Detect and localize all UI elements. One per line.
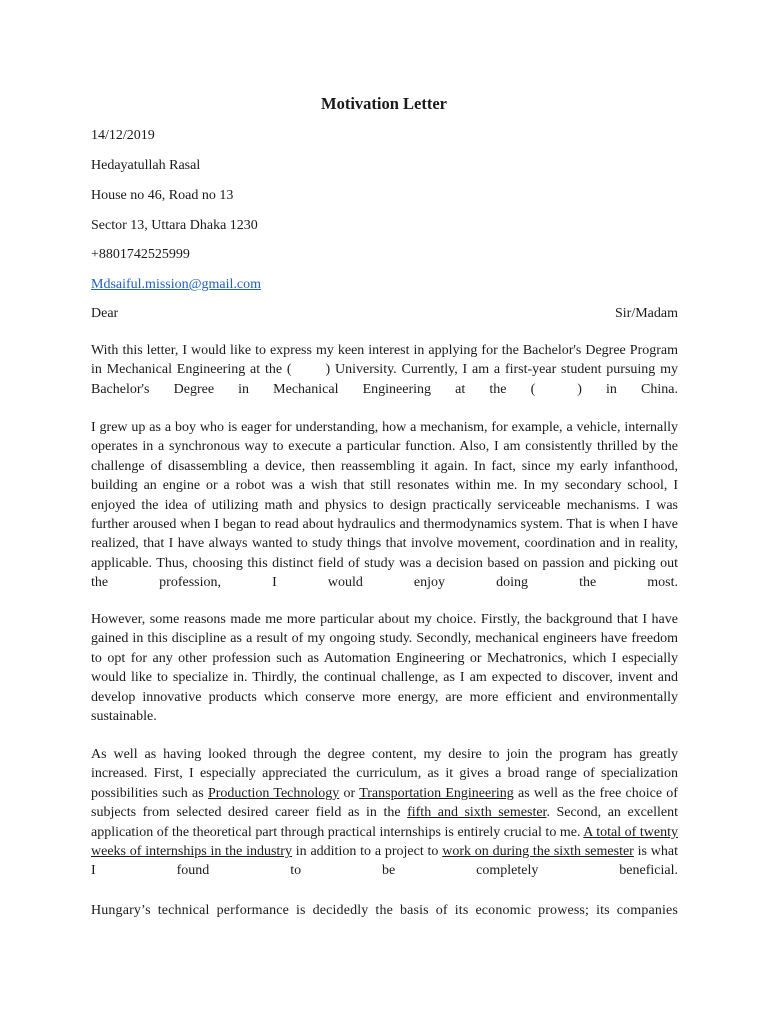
salutation: [91, 304, 678, 323]
intro-text-a: With this letter, I would like to express my keen interest in applying for the Bachelor's Degree Program in Mechanical Engineering at the (: [91, 343, 678, 378]
program-text-e: in addition to a project to: [291, 844, 443, 860]
paragraph-reasons: However, some reasons made me more particular about my choice. Firstly, the background that I have gained in this discipline as a result of my ongoing study. Secondly, mechanical engineers have freedom to opt for any other profession such as Automation Engineering or Mechatronics, which I especially would like to specialize in. Thirdly, the continual challenge, as I am expected to discover, invent and develop innovative products which conserve more energy, are more efficient and environmentally sustainable.: [91, 612, 678, 725]
email-link[interactable]: Mdsaiful.mission@gmail.com: [91, 277, 261, 292]
paragraph-intro: [91, 341, 678, 399]
salutation-left: Dear: [91, 306, 119, 321]
program-text-d: . Second, an excellent application of the theoretical part through practical internships is entirely crucial to me.: [91, 805, 678, 840]
address-line-2: Sector 13, Uttara Dhaka 1230: [91, 218, 258, 233]
program-text-a: As well as having looked through the degree content, my desire to join the program has greatly increased. First, I especially appreciated the curriculum, as it gives a broad range of specialization possibilities such as: [91, 747, 678, 801]
underlined-semester: fifth and sixth semester: [407, 805, 547, 821]
intro-text-c: ) in China.: [577, 381, 678, 397]
underlined-internships: A total of twenty weeks of internships in the industry: [91, 824, 678, 860]
letter-date: 14/12/2019: [91, 128, 155, 143]
paragraph-program: [91, 745, 678, 881]
paragraph-hungary: Hungary’s technical performance is decidedly the basis of its economic prowess; its companies: [91, 903, 678, 918]
paragraph-background: I grew up as a boy who is eager for understanding, how a mechanism, for example, a vehicle, internally operates in a synchronous way to execute a particular function. Also, I am consistently thrilled by the challenge of disassembling a device, then reassembling it again. In fact, since my early infanthood, building an engine or a robot was a wish that still resonates within me. In my secondary school, I enjoyed the idea of utilizing math and physics to design practically serviceable mechanisms. I was further aroused when I began to read about hydraulics and thermodynamics system. That is when I have realized, that I have always wanted to study things that involve movement, coordination and in reality, applicable. Thus, choosing this distinct field of study was a decision based on passion and picking out the profession, I would enjoy doing the most.: [91, 420, 678, 591]
program-text-f: is what I found to be completely beneficial.: [91, 844, 678, 879]
address-line-1: House no 46, Road no 13: [91, 188, 234, 203]
underlined-sixth-semester: work on during the sixth semester: [442, 844, 634, 860]
phone-number: +8801742525999: [91, 247, 190, 262]
underlined-transportation-engineering: Transportation Engineering: [359, 785, 514, 801]
salutation-right: Sir/Madam: [615, 306, 678, 321]
program-text-b: or: [339, 785, 360, 801]
underlined-production-technology: Production Technology: [207, 785, 340, 801]
page-title: Motivation Letter: [321, 94, 447, 113]
program-text-c: as well as the free choice of subjects from selected desired career field as in the: [91, 785, 678, 821]
intro-text-b: ) University. Currently, I am a first-year student pursuing my Bachelor's Degree in Mechanical Engineering at the (: [91, 362, 678, 397]
sender-name: Hedayatullah Rasal: [91, 158, 201, 173]
